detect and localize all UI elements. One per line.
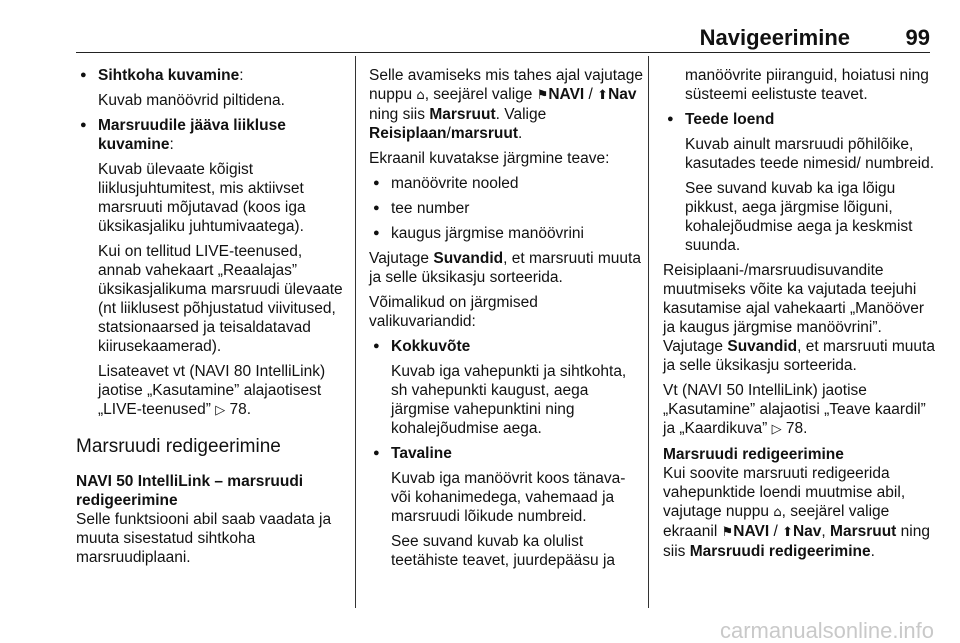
paragraph: Võimalikud on järgmised valikuvariandid:: [369, 294, 538, 330]
bullet-text: Lisateavet vt (NAVI 80 IntelliLink) jaotise „Kasutamine” alajaotisest „LIVE-teenused” ▷ 78.: [98, 363, 326, 418]
bullet-label: Marsruudile jääva liikluse kuvamine: [98, 117, 286, 153]
bullet-text: Kuvab ülevaate kõigist liiklusjuhtumitest, mis aktiivset marsruuti mõjutavad (koos iga üksikasjaliku juhtumivaatega).: [98, 161, 306, 235]
paragraph: Reisiplaani-/marsruudisuvandite muutmiseks võite ka vajutada teejuhi kasutamise ajal vahekaarti „Manööver ja kaugus järgmise manöövrini”. Vajutage Suvandid, et marsruuti muuta ja selle üksikasju sorteerida.: [663, 262, 935, 374]
column-divider-2: [648, 56, 649, 608]
bullet-route-traffic: ● Marsruudile jääva liikluse kuvamine:: [76, 116, 348, 154]
nav-arrow-icon: ⬆: [597, 88, 609, 103]
flag-icon: ⚑: [721, 525, 734, 540]
column-2: [369, 66, 643, 576]
paragraph: Selle funktsiooni abil saab vaadata ja muuta sisestatud sihtkoha marsruudiplaani.: [76, 511, 332, 566]
column-1: [76, 66, 348, 573]
watermark: carmanualsonline.info: [719, 618, 934, 643]
flag-icon: ⚑: [536, 88, 549, 103]
nav-arrow-icon: ⬆: [782, 525, 793, 540]
column-divider-1: [355, 56, 356, 608]
paragraph: Vt (NAVI 50 IntelliLink) jaotise „Kasutamine” alajaotisi „Teave kaardil” ja „Kaardikuva” ▷ 78.: [663, 382, 926, 437]
option-text: Kuvab iga vahepunkti ja sihtkohta, sh vahepunkti kaugust, aega järgmise vahepunktini ning kohalejõudmise aega.: [391, 363, 627, 437]
home-icon: ⌂: [773, 505, 782, 520]
list-item: ● manöövrite nooled: [369, 174, 643, 193]
page-number: 99: [905, 25, 930, 50]
page-reference-icon: ▷: [771, 422, 782, 437]
option-text: Kuvab ainult marsruudi põhilõike, kasutades teede nimesid/ numbreid.: [685, 136, 935, 172]
bullet-destination-view: ● Sihtkoha kuvamine:: [76, 66, 348, 85]
column-3: [663, 66, 935, 567]
option-text: See suvand kuvab ka iga lõigu pikkust, aega järgmise lõiguni, kohalejõudmise aega ja keskmist suunda.: [685, 180, 913, 254]
option-summary: ● Kokkuvõte: [369, 337, 643, 356]
header-rule: [76, 52, 930, 53]
home-icon: ⌂: [416, 88, 425, 103]
page-header-title: Navigeerimine: [699, 25, 850, 50]
paragraph: Selle avamiseks mis tahes ajal vajutage nuppu ⌂, seejärel valige ⚑NAVI / ⬆Nav ning siis Marsruut. Valige Reisiplaan/marsruut.: [369, 67, 643, 142]
bullet-text: Kui on tellitud LIVE-teenused, annab vahekaart „Reaalajas” üksikasjalikuma marsruudi ülevaate (nt liiklusest põhjustatud viivitused, statsionaarsed ja teisaldatavad kiirusekaamerad).: [98, 243, 343, 355]
page-reference-icon: ▷: [215, 403, 226, 418]
option-text: Kuvab iga manöövrit koos tänava- või kohanimedega, vahemaad ja marsruudi lõikude numbreid.: [391, 470, 626, 525]
paragraph: Ekraanil kuvatakse järgmine teave:: [369, 150, 610, 167]
list-item: ● tee number: [369, 199, 643, 218]
subheading: NAVI 50 IntelliLink – marsruudi redigeerimine: [76, 473, 304, 509]
option-road-list: ● Teede loend: [663, 110, 935, 129]
bullet-label: Sihtkoha kuvamine: [98, 67, 240, 84]
paragraph: Vajutage Suvandid, et marsruuti muuta ja selle üksikasju sorteerida.: [369, 250, 641, 286]
list-item: ● kaugus järgmise manöövrini: [369, 224, 643, 243]
option-normal: ● Tavaline: [369, 444, 643, 463]
bullet-text: Kuvab manöövrid piltidena.: [98, 92, 285, 109]
option-text: manöövrite piiranguid, hoiatusi ning süsteemi eelistuste teavet.: [685, 67, 929, 103]
section-heading: Marsruudi redigeerimine: [76, 436, 281, 457]
paragraph: Kui soovite marsruuti redigeerida vahepunktide loendi muutmise abil, vajutage nuppu ⌂, seejärel valige ekraanil ⚑NAVI / ⬆Nav, Marsruut ning siis Marsruudi redigeerimine.: [663, 465, 930, 560]
option-text: See suvand kuvab ka olulist teetähiste teavet, juurdepääsu ja: [391, 533, 616, 569]
subheading: Marsruudi redigeerimine: [663, 446, 844, 463]
